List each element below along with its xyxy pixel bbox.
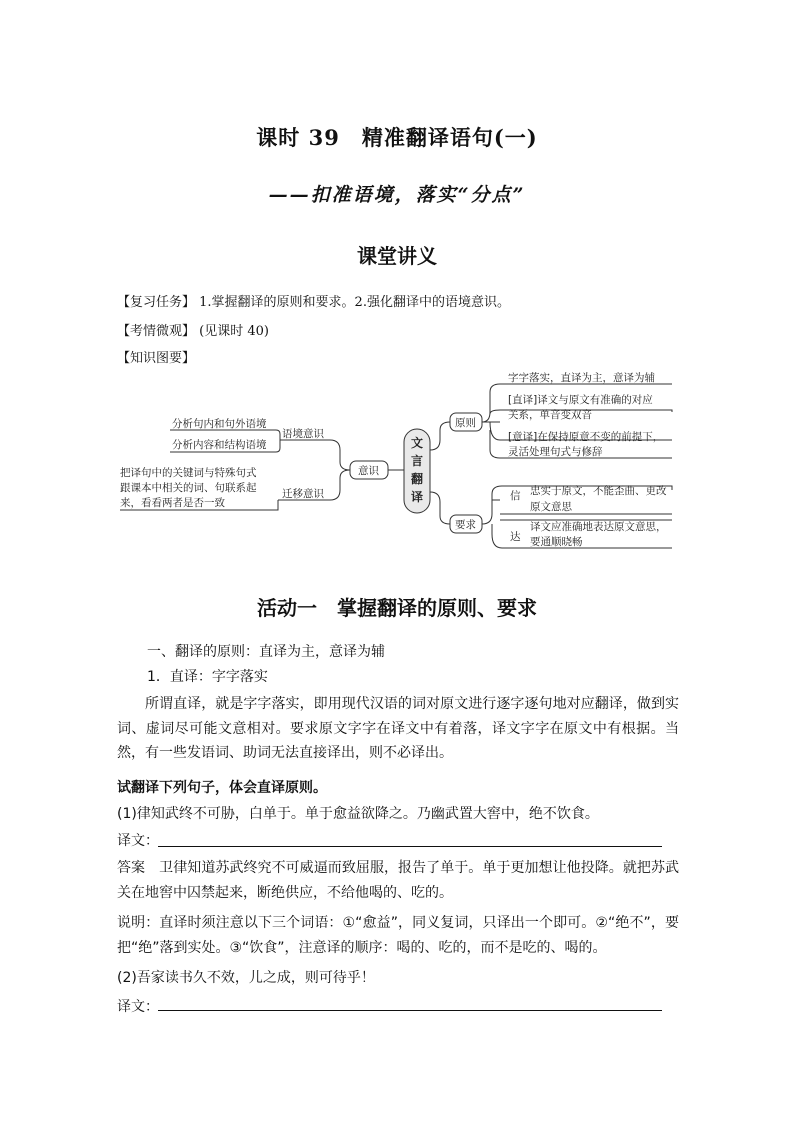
yuanze-item-2b: 关系，单音变双音 — [508, 409, 592, 421]
center-char-2: 言 — [411, 454, 424, 468]
answer-1 — [117, 856, 679, 905]
knowledge-mindmap — [0, 360, 794, 560]
center-char-4: 译 — [411, 490, 424, 504]
exam-text: (见课时 40) — [199, 324, 269, 339]
exam-info — [117, 320, 269, 339]
yuanze-item-3b: 灵活处理句式与修辞 — [508, 446, 603, 458]
da-line-2: 要通顺晓畅 — [530, 536, 583, 548]
xin-label: 信 — [510, 490, 521, 502]
link-line — [430, 492, 450, 524]
qianyi-line-1: 把译句中的关键词与特殊句式 — [120, 467, 257, 479]
yishi-label: 意识 — [358, 465, 379, 477]
answer-text: 卫律知道苏武终究不可威逼而致屈服，报告了单于。单于更加想让他投降。就把苏武关在地窖中囚禁起来，断绝供应，不给他喝的、吃的。 — [117, 860, 680, 901]
translation-label-2: 译文： — [117, 999, 159, 1015]
literal-intro: 所谓直译，就是字字落实，即用现代汉语的词对原文进行逐字逐句地对应翻译，做到实词、虚词尽可能文意相对。要求原文字字在译文中有着落，译文字字在原文中有根据。当然，有一些发语词、助词无法直接译出，则不必译出。 — [117, 696, 679, 761]
review-text: 1.掌握翻译的原则和要求。2.强化翻译中的语境意识。 — [199, 295, 510, 310]
xin-line-1: 忠实于原文，不能歪曲、更改 — [530, 485, 667, 497]
translation-label-1: 译文： — [117, 833, 159, 849]
review-tag: 【复习任务】 — [117, 295, 196, 310]
section-heading: 课堂讲义 — [357, 244, 437, 268]
link-line — [430, 422, 450, 450]
yuanze-item-1: 字字落实，直译为主，意译为辅 — [508, 372, 655, 384]
yuanze-item-2a: [直译]译文与原文有准确的对应 — [508, 394, 653, 406]
exercise-prompt: 试翻译下列句子，体会直译原则。 — [117, 780, 327, 796]
center-char-3: 翻 — [411, 472, 424, 486]
yaoqiu-label: 要求 — [455, 519, 476, 531]
exam-tag: 【考情微观】 — [117, 324, 196, 339]
qianyi-line-3: 来，看看两者是否一致 — [120, 497, 225, 509]
answer-label: 答案 — [117, 860, 146, 876]
note-1: 说明：直译时须注意以下三个词语：①“愈益”，同义复词，只译出一个即可。②“绝不”，要把“绝”落到实处。③“饮食”，注意译的顺序：喝的、吃的，而不是吃的、喝的。 — [117, 915, 679, 956]
qianyi-line-2: 跟课本中相关的词、句联系起 — [120, 482, 257, 494]
translation-input-2[interactable] — [158, 1010, 662, 1011]
question-1: (1)律知武终不可胁，白单于。单于愈益欲降之。乃幽武置大窖中，绝不饮食。 — [117, 806, 599, 822]
question-2: (2)吾家读书久不效，儿之成，则可待乎！ — [117, 970, 375, 986]
xin-line-2: 原文意思 — [530, 501, 572, 513]
literal-heading: 1．直译：字字落实 — [147, 669, 268, 685]
center-char-1: 文 — [411, 436, 424, 450]
qianyi-label: 迁移意识 — [282, 488, 324, 500]
link-line — [330, 470, 350, 500]
translation-input-1[interactable] — [158, 846, 662, 847]
yuanze-label: 原则 — [455, 417, 476, 429]
activity-title: 活动一 掌握翻译的原则、要求 — [257, 596, 537, 620]
yujing-label: 语境意识 — [282, 428, 324, 440]
review-task — [117, 291, 510, 310]
link-line — [492, 500, 672, 514]
page-title: 课时 39 精准翻译语句(一) — [256, 125, 538, 150]
yuanze-item-3a: [意译]在保持原意不变的前提下， — [508, 431, 664, 443]
map-tag: 【知识图要】 — [117, 351, 196, 366]
yujing-item-2: 分析内容和结构语境 — [172, 439, 267, 451]
da-label: 达 — [510, 531, 521, 543]
da-line-1: 译文应准确地表达原文意思， — [530, 521, 667, 533]
principle-heading: 一、翻译的原则：直译为主，意译为辅 — [147, 644, 385, 660]
link-line — [330, 440, 350, 470]
yujing-item-1: 分析句内和句外语境 — [172, 418, 267, 430]
page-subtitle: ——扣准语境，落实“分点” — [268, 184, 526, 206]
